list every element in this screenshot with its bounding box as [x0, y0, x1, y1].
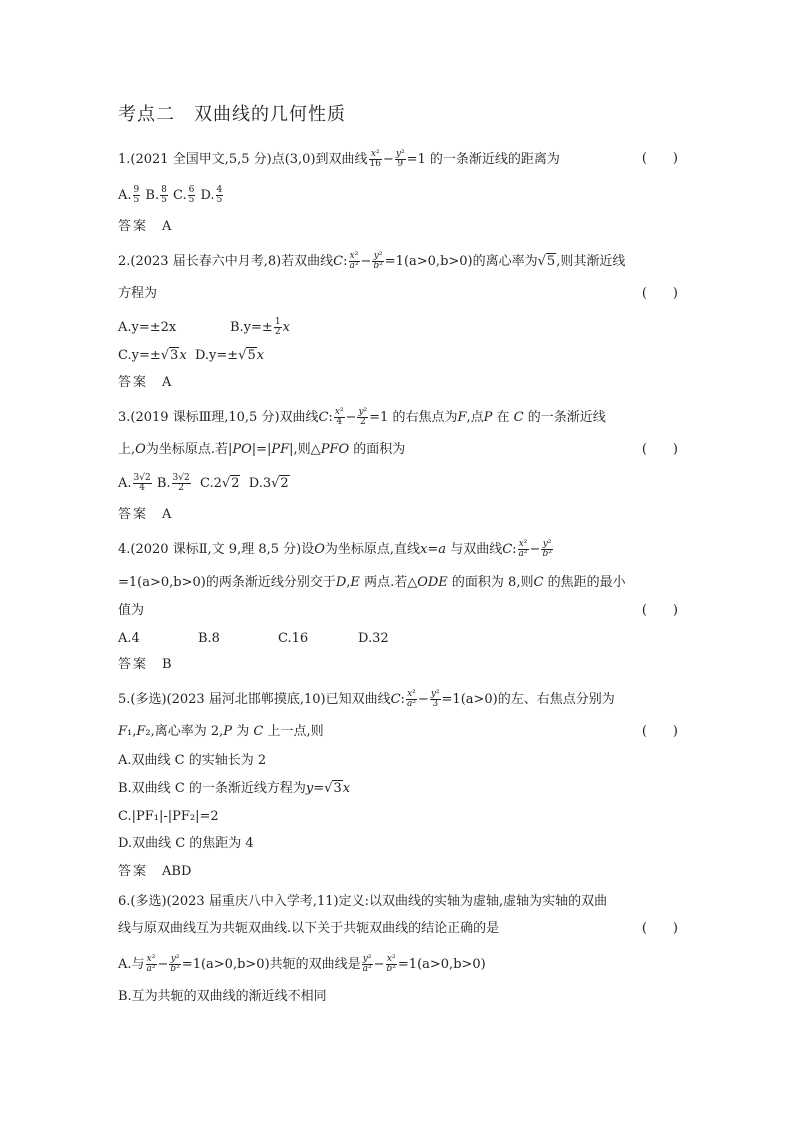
question-5-answer: 答案 ABD — [118, 864, 192, 879]
question-2-options-ab: A.y=±2x B.y=± $\frac{1}{2}$ x — [118, 317, 290, 337]
question-6-option-a: A.与 $\frac{\text{x²}}{\text{a²}}$ − $\frac{\text{y²}}{\text{b²}}$ =1(a>0,b>0)共轭的双曲线是 $\frac{\text{y²}}{\text{a²}}$ − $\frac{\text{x²}}{\text{b²}}$ =1(a>0,b>0) — [118, 954, 486, 974]
answer-blank: ( ) — [641, 724, 678, 739]
question-5-stem: 5.(多选)(2023 届河北邯郸摸底,10)已知双曲线C: $\frac{\text{x²}}{\text{a²}}$ − $\frac{\text{y²}}{3}$ =1(a>0)的左、右焦点分别为 — [118, 689, 615, 709]
question-6-option-b: B.互为共轭的双曲线的渐近线不相同 — [118, 989, 327, 1004]
answer-blank: ( ) — [641, 442, 678, 457]
question-1-answer: 答案 A — [118, 219, 172, 234]
question-1-options: A. $\frac{9}{5}$ B. $\frac{8}{5}$ C. $\frac{6}{5}$ D. $\frac{4}{5}$ — [118, 185, 223, 205]
answer-blank: ( ) — [641, 286, 678, 301]
question-6-stem-line2: 线与原双曲线互为共轭双曲线.以下关于共轭双曲线的结论正确的是 ( ) — [118, 921, 678, 936]
answer-blank: ( ) — [641, 151, 678, 166]
question-6-stem: 6.(多选)(2023 届重庆八中入学考,11)定义:以双曲线的实轴为虚轴,虚轴为实轴的双曲 — [118, 894, 608, 909]
question-2-options-cd: C.y=±√3x D.y=±√5x — [118, 348, 265, 363]
question-2-stem-line2: 方程为 ( ) — [118, 286, 678, 301]
question-2-answer: 答案 A — [118, 375, 172, 390]
section-title: 考点二 双曲线的几何性质 — [118, 104, 346, 125]
question-3-stem-line2: 上,O为坐标原点.若|PO|=|PF|,则△PFO 的面积为 ( ) — [118, 442, 678, 457]
question-4-stem: 4.(2020 课标Ⅱ,文 9,理 8,5 分)设O为坐标原点,直线x=a 与双曲线C: $\frac{\text{x²}}{\text{a²}}$ − $\frac{\text{y²}}{\text{b²}}$ — [118, 539, 552, 559]
question-3-answer: 答案 A — [118, 507, 172, 522]
question-2-stem: 2.(2023 届长春六中月考,8)若双曲线C: $\frac{\text{x²}}{\text{a²}}$ − $\frac{\text{y²}}{\text{b²}}$ =1(a>0,b>0)的离心率为√5,则其渐近线 — [118, 251, 626, 271]
question-5-option-b: B.双曲线 C 的一条渐近线方程为y=√3x — [118, 781, 351, 796]
question-5-stem-line2: F₁,F₂,离心率为 2,P 为 C 上一点,则 ( ) — [118, 724, 678, 739]
question-5-option-d: D.双曲线 C 的焦距为 4 — [118, 836, 254, 851]
question-5-option-c: C.|PF₁|-|PF₂|=2 — [118, 809, 219, 824]
question-4-stem-line2: =1(a>0,b>0)的两条渐近线分别交于D,E 两点.若△ODE 的面积为 8,则C 的焦距的最小 — [118, 575, 626, 590]
question-4-stem-line3: 值为 ( ) — [118, 603, 678, 618]
question-3-options: A. $\frac{3√2}{4}$ B. $\frac{3√2}{2}$ C.2√2 D.3√2 — [118, 473, 289, 493]
question-3-stem: 3.(2019 课标Ⅲ理,10,5 分)双曲线C: $\frac{\text{x²}}{4}$ − $\frac{\text{y²}}{2}$ =1 的右焦点为F,点P 在 C 的一条渐近线 — [118, 407, 606, 427]
question-1-stem: 1.(2021 全国甲文,5,5 分)点(3,0)到双曲线 $\frac{\text{x²}}{16}$ − $\frac{\text{y²}}{9}$ =1 的一条渐近线的距离为 ( ) — [118, 149, 678, 169]
answer-blank: ( ) — [641, 603, 678, 618]
question-4-answer: 答案 B — [118, 657, 172, 672]
answer-blank: ( ) — [641, 921, 678, 936]
question-5-option-a: A.双曲线 C 的实轴长为 2 — [118, 753, 267, 768]
question-4-options: A.4 B.8 C.16 D.32 — [118, 631, 389, 646]
